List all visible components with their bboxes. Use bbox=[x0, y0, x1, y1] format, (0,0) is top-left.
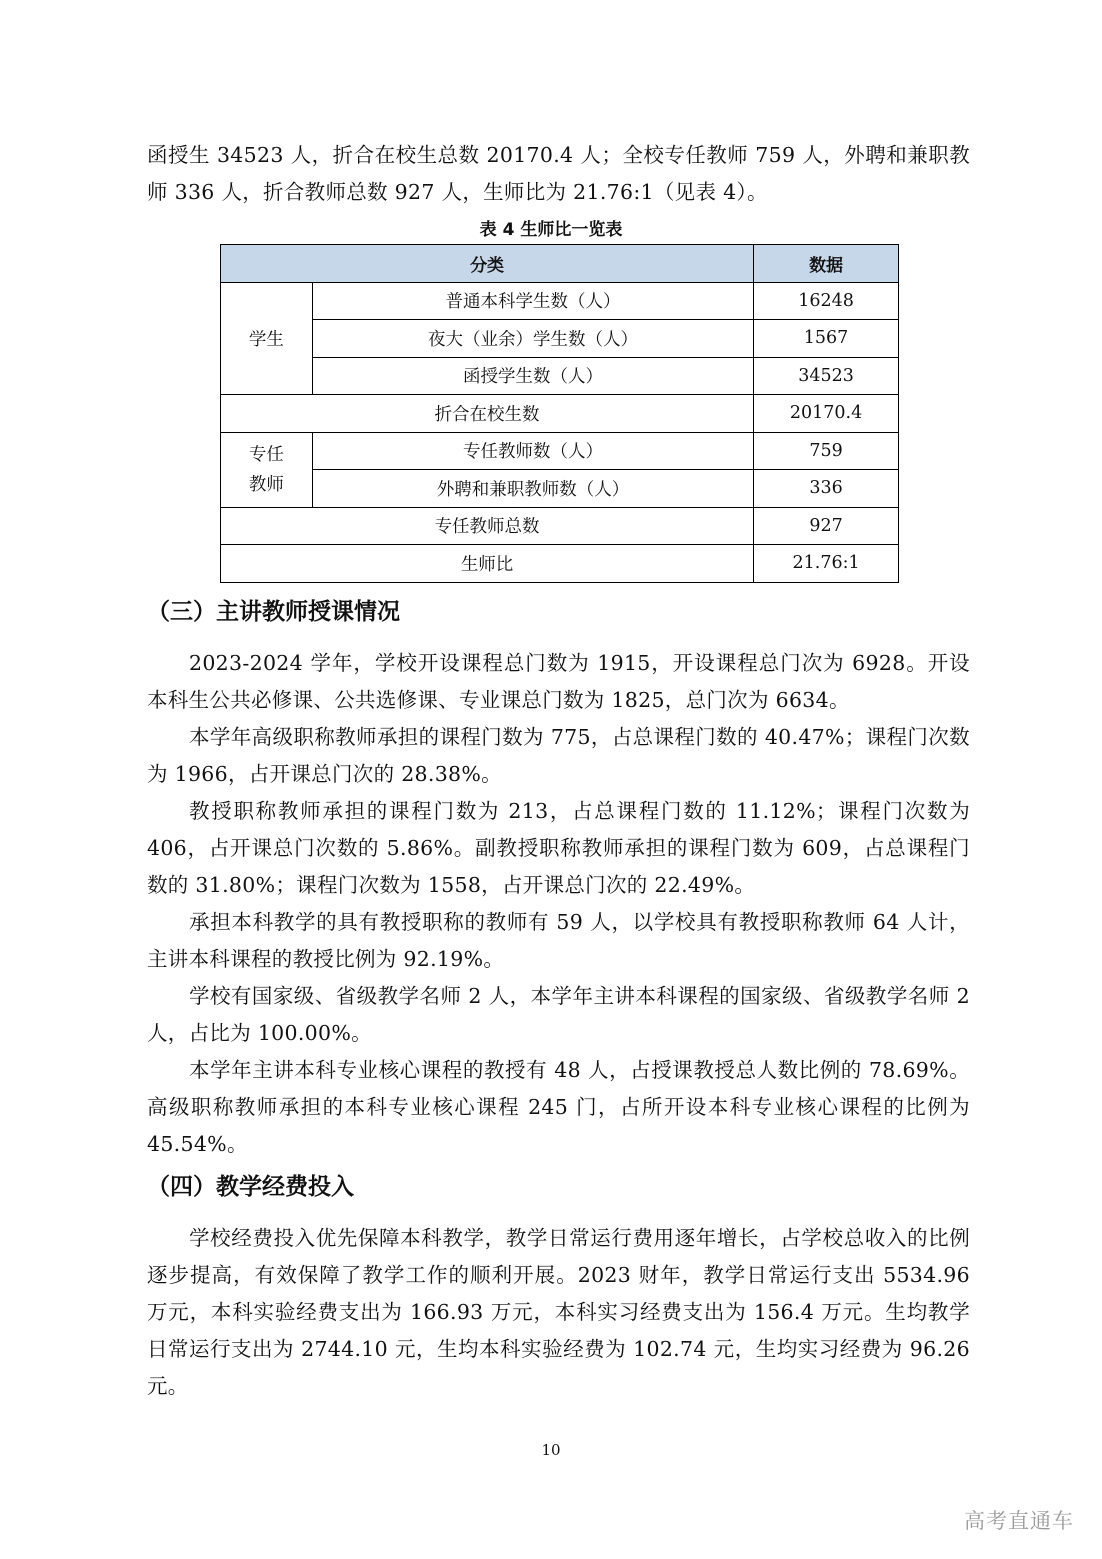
student-teacher-ratio-table bbox=[220, 244, 899, 583]
section3-paragraph-5: 学校有国家级、省级教学名师 2 人，本学年主讲本科课程的国家级、省级教学名师 2 人，占比为 100.00%。 bbox=[147, 984, 970, 1045]
row-label: 夜大（业余）学生数（人） bbox=[312, 320, 753, 358]
section3-paragraph-4: 承担本科教学的具有教授职称的教师有 59 人，以学校具有教授职称教师 64 人计，主讲本科课程的教授比例为 92.19%。 bbox=[147, 910, 970, 971]
row-value: 759 bbox=[754, 432, 899, 470]
watermark: 高考直通车 bbox=[964, 1509, 1074, 1533]
section4-paragraph-1: 学校经费投入优先保障本科教学，教学日常运行费用逐年增长，占学校总收入的比例逐步提高，有效保障了教学工作的顺利开展。2023 财年，教学日常运行支出 5534.96 万元，本科实验经费支出为 166.93 万元，本科实习经费支出为 156.4 万元。生均教学日常运行支出为 2744.10 元，生均本科实验经费为 102.74 元，生均实习经费为 96.26 元。 bbox=[147, 1226, 970, 1398]
row-value: 336 bbox=[754, 470, 899, 508]
row-value: 20170.4 bbox=[754, 395, 899, 433]
header-category: 分类 bbox=[221, 245, 754, 283]
intro-paragraph: 函授生 34523 人，折合在校生总数 20170.4 人；全校专任教师 759 人，外聘和兼职教师 336 人，折合教师总数 927 人，生师比为 21.76:1（见表 4）。 bbox=[147, 143, 970, 204]
group-teachers bbox=[221, 432, 313, 507]
section3-paragraph-3: 教授职称教师承担的课程门数为 213，占总课程门数的 11.12%；课程门次数为 406，占开课总门次数的 5.86%。副教授职称教师承担的课程门数为 609，占总课程门数的 31.80%；课程门次数为 1558，占开课总门次的 22.49%。 bbox=[147, 799, 970, 897]
table-row bbox=[221, 357, 899, 395]
section4-heading: （四）教学经费投入 bbox=[147, 1174, 354, 1200]
table-row bbox=[221, 470, 899, 508]
table-row bbox=[221, 507, 899, 545]
row-value: 1567 bbox=[754, 320, 899, 358]
table-row bbox=[221, 395, 899, 433]
section3-paragraph-2: 本学年高级职称教师承担的课程门数为 775，占总课程门数的 40.47%；课程门次数为 1966，占开课总门次的 28.38%。 bbox=[147, 725, 970, 786]
row-value: 21.76:1 bbox=[754, 545, 899, 583]
group-teachers-line2: 教师 bbox=[248, 474, 284, 495]
page-number: 10 bbox=[541, 1441, 561, 1459]
table-row bbox=[221, 320, 899, 358]
row-label: 生师比 bbox=[221, 545, 754, 583]
row-label: 普通本科学生数（人） bbox=[312, 282, 753, 320]
table-caption: 表 4 生师比一览表 bbox=[479, 220, 623, 240]
group-students: 学生 bbox=[221, 282, 313, 395]
section3-heading: （三）主讲教师授课情况 bbox=[147, 599, 400, 625]
table-row bbox=[221, 432, 899, 470]
table-header-row bbox=[221, 245, 899, 283]
row-label: 专任教师总数 bbox=[221, 507, 754, 545]
row-value: 34523 bbox=[754, 357, 899, 395]
row-label: 外聘和兼职教师数（人） bbox=[312, 470, 753, 508]
table-row bbox=[221, 545, 899, 583]
row-value: 16248 bbox=[754, 282, 899, 320]
row-label: 折合在校生数 bbox=[221, 395, 754, 433]
header-data: 数据 bbox=[754, 245, 899, 283]
row-value: 927 bbox=[754, 507, 899, 545]
row-label: 专任教师数（人） bbox=[312, 432, 753, 470]
group-teachers-line1: 专任 bbox=[248, 444, 284, 465]
row-label: 函授学生数（人） bbox=[312, 357, 753, 395]
table-row bbox=[221, 282, 899, 320]
section3-paragraph-6: 本学年主讲本科专业核心课程的教授有 48 人，占授课教授总人数比例的 78.69%。高级职称教师承担的本科专业核心课程 245 门，占所开设本科专业核心课程的比例为 45.54%。 bbox=[147, 1058, 970, 1156]
section3-paragraph-1: 2023-2024 学年，学校开设课程总门数为 1915，开设课程总门次为 6928。开设本科生公共必修课、公共选修课、专业课总门数为 1825，总门次为 6634。 bbox=[147, 651, 970, 712]
